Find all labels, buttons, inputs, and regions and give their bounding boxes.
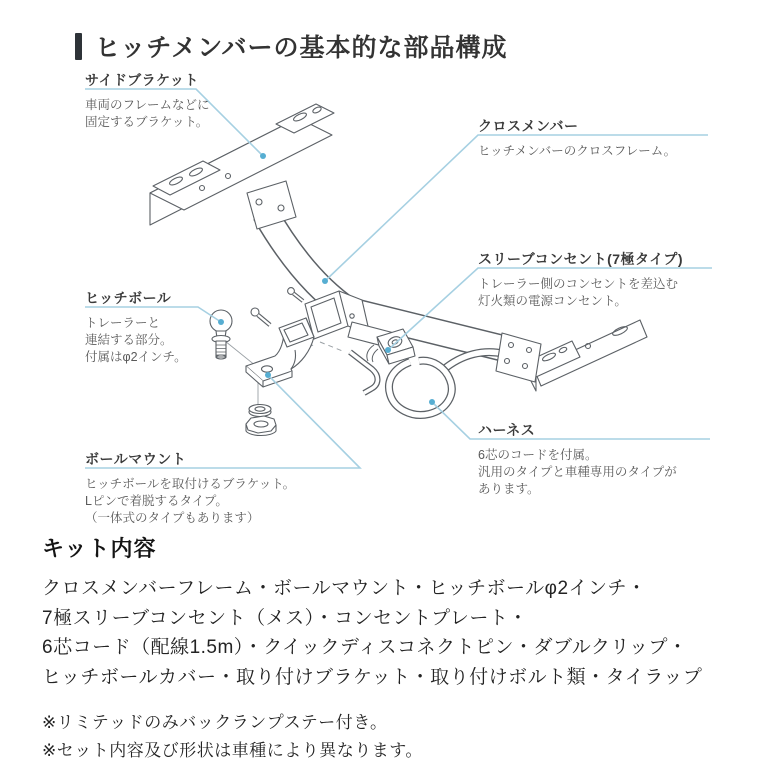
part-name: ヒッチボール xyxy=(85,290,172,306)
part-name: ボールマウント xyxy=(85,451,187,467)
nut-drawing xyxy=(246,416,276,436)
part-description: 6芯のコードを付属。 汎用のタイプと車種専用のタイプが あります。 xyxy=(478,448,677,496)
label-ball-mount xyxy=(85,449,295,527)
kit-line: ヒッチボールカバー・取り付けブラケット・取り付けボルト類・タイラップ xyxy=(42,666,703,688)
page-title: ヒッチメンバーの基本的な部品構成 xyxy=(95,34,508,62)
right-side-bracket-drawing xyxy=(496,320,647,391)
title-accent-bar xyxy=(75,33,82,60)
part-description: トレーラーと 連結する部分。 付属はφ2インチ。 xyxy=(85,316,187,364)
kit-note: ※セット内容及び形状は車種により異なります。 xyxy=(42,741,423,760)
kit-notes xyxy=(42,709,752,765)
kit-line: 7極スリーブコンセント（メス）・コンセントプレート・ xyxy=(42,607,528,629)
section-header xyxy=(75,28,508,64)
part-name: スリーブコンセント(7極タイプ) xyxy=(478,251,684,267)
label-harness xyxy=(478,420,677,498)
part-description: 車両のフレームなどに 固定するブラケット。 xyxy=(85,98,210,129)
quick-disconnect-pin-drawing xyxy=(251,288,303,325)
part-name: クロスメンバー xyxy=(478,118,579,134)
part-name: ハーネス xyxy=(478,422,536,438)
label-sleeve-outlet xyxy=(478,249,683,310)
harness-drawing xyxy=(389,352,505,415)
ball-mount-drawing xyxy=(246,318,314,387)
part-description: トレーラー側のコンセントを差込む 灯火類の電源コンセント。 xyxy=(478,277,679,308)
kit-heading: キット内容 xyxy=(42,536,157,561)
label-hitch-ball xyxy=(85,288,187,366)
part-description: ヒッチメンバーのクロスフレーム。 xyxy=(478,144,677,158)
l-pin-drawing xyxy=(350,352,378,393)
kit-note: ※リミテッドのみバックランプステー付き。 xyxy=(42,713,388,732)
label-cross-member xyxy=(478,116,676,160)
kit-contents-section xyxy=(42,532,752,765)
part-name: サイドブラケット xyxy=(85,72,199,88)
part-description: ヒッチボールを取付けるブラケット。 Lピンで着脱するタイプ。 （一体式のタイプもあります） xyxy=(85,477,296,525)
label-side-bracket xyxy=(85,70,210,131)
cross-member-drawing xyxy=(247,181,506,349)
kit-line: クロスメンバーフレーム・ボールマウント・ヒッチボールφ2インチ・ xyxy=(42,578,647,599)
washer-drawing xyxy=(249,405,271,417)
kit-line: 6芯コード（配線1.5m）・クイックディスコネクトピン・ダブルクリップ・ xyxy=(42,637,688,658)
